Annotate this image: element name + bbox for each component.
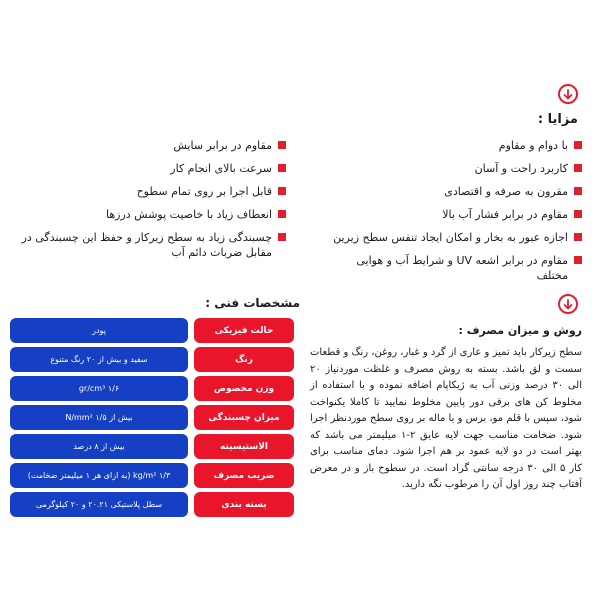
list-item-text: مقرون به صرفه و اقتصادی	[444, 185, 568, 198]
specs-table	[10, 318, 294, 521]
list-item-text: سرعت بالای انجام کار	[170, 162, 272, 175]
list-item-text: چسبندگی زیاد به سطح زیرکار و حفظ این چسبندگی در مقابل ضربات دائم آب	[21, 231, 272, 259]
table-row	[10, 434, 294, 459]
square-bullet-icon	[574, 187, 582, 195]
square-bullet-icon	[278, 210, 286, 218]
list-item	[330, 230, 582, 245]
list-item	[14, 138, 286, 153]
table-row	[10, 347, 294, 372]
usage-title: روش و میزان مصرف :	[458, 324, 582, 337]
list-item-text: انعطاف زیاد با خاصیت پوشش درزها	[106, 208, 272, 221]
list-item	[330, 161, 582, 176]
square-bullet-icon	[278, 141, 286, 149]
table-row	[10, 318, 294, 343]
spec-label: حالت فیزیکی	[194, 318, 294, 343]
table-row	[10, 492, 294, 517]
spec-label: ضریب مصرف	[194, 463, 294, 488]
list-item	[14, 184, 286, 199]
square-bullet-icon	[574, 210, 582, 218]
list-item-text: مقاوم در برابر فشار آب بالا	[442, 208, 568, 221]
arrow-down-circle-icon	[558, 294, 578, 314]
spec-value: ۱/۶ gr/cm³	[10, 376, 188, 401]
table-row	[10, 405, 294, 430]
square-bullet-icon	[278, 187, 286, 195]
list-item	[330, 253, 582, 283]
spec-value: پودر	[10, 318, 188, 343]
square-bullet-icon	[278, 164, 286, 172]
list-item	[330, 207, 582, 222]
spec-label: بسته بندی	[194, 492, 294, 517]
square-bullet-icon	[574, 256, 582, 264]
spec-label: رنگ	[194, 347, 294, 372]
spec-label: الاستیسیته	[194, 434, 294, 459]
list-item	[330, 138, 582, 153]
specs-title: مشخصات فنی :	[205, 296, 300, 310]
spec-value: ۱/۳ kg/m² (به ازای هر ۱ میلیمتر ضخامت)	[10, 463, 188, 488]
spec-value: سطل پلاستیکی ۲۰.۲۱ و ۲۰ کیلوگرمی	[10, 492, 188, 517]
list-item	[14, 207, 286, 222]
list-item	[330, 184, 582, 199]
list-item-text: مقاوم در برابر اشعه UV و شرایط آب و هوایی مختلف	[356, 254, 568, 282]
list-item-text: با دوام و مقاوم	[498, 139, 568, 152]
square-bullet-icon	[278, 233, 286, 241]
spec-label: وزن مخصوص	[194, 376, 294, 401]
list-item	[14, 230, 286, 260]
advantages-right-list	[330, 138, 582, 291]
square-bullet-icon	[574, 141, 582, 149]
spec-label: میزان چسبندگی	[194, 405, 294, 430]
spec-value: بیش از ۸ درصد	[10, 434, 188, 459]
spec-value: سفید و بیش از ۲۰ رنگ متنوع	[10, 347, 188, 372]
list-item-text: قابل اجرا بر روی تمام سطوح	[136, 185, 272, 198]
usage-paragraph: سطح زیرکار باید تمیز و عاری از گرد و غبار، روغن، رنگ و قطعات سست و لق باشد. بسته به روش مصرف و غلظت موردنیاز ۲۰ الی ۳۰ درصد وزنی آب به ژیکاپام اضافه نموده و با استفاده از مخلوط کن های برقی دور پایین مخلوط نمایید تا کاملا یکنواخت شود، سپس با قلم مو، برس و یا ماله بر روی سطح موردنظر اجرا شود. ضخامت مناسب جهت لایه عایق ۲-۱ میلیمتر می باشد که بهتر است در دو لایه عمود بر هم اجرا شود. دمای مناسب برای کار ۵ الی ۳۰ درجه سانتی گراد است. در سطوح باز و در معرض آفتاب چند روز اول آن را مرطوب نگه دارید.	[310, 347, 582, 490]
spec-value: بیش از ۱/۵ N/mm²	[10, 405, 188, 430]
list-item-text: مقاوم در برابر سایش	[173, 139, 272, 152]
list-item-text: اجازه عبور به بخار و امکان ایجاد تنفس سطح زیرین	[333, 231, 568, 244]
advantages-left-list	[14, 138, 286, 268]
arrow-down-circle-icon	[558, 84, 578, 104]
table-row	[10, 376, 294, 401]
square-bullet-icon	[574, 164, 582, 172]
list-item-text: کاربرد راحت و آسان	[474, 162, 568, 175]
list-item	[14, 161, 286, 176]
square-bullet-icon	[574, 233, 582, 241]
advantages-title: مزایا :	[537, 112, 578, 127]
table-row	[10, 463, 294, 488]
